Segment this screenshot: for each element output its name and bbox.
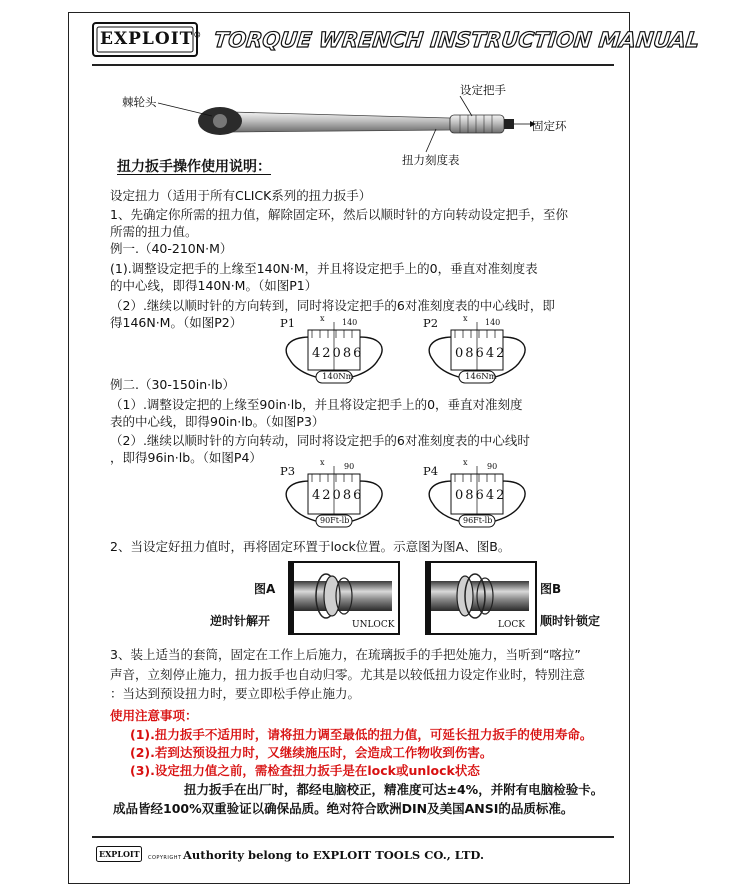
tick-mark-label: x [463,314,468,323]
step3-line: 声音，立刻停止施力，扭力扳手也自动归零。尤其是以较低扭力设定作业时，特别注意 [110,667,586,682]
figure-p3 [282,460,386,530]
intro-line: 的中心线，即得140N·M。（如图P1） [110,278,318,293]
closing-line: 扭力扳手在出厂时，都经电脑校正，精准度可达±4%，并附有电脑检验卡。 [184,782,604,797]
intro-line: 所需的扭力值。 [110,224,198,239]
example2-line: 表的中心线，即得90in·lb。（如图P3） [110,414,325,429]
note-item: (1).扭力扳手不适用时，请将扭力调至最低的扭力值，可延长扭力扳手的使用寿命。 [130,727,593,742]
step3-line: ：当达到预设扭力时，要立即松手停止施力。 [110,686,361,701]
example2-line: （1）.调整设定把的上缘至90in·lb，并且将设定把手上的0，垂直对准刻度 [110,397,523,412]
intro-line: 得146N·M。（如图P2） [110,315,243,330]
step2-line: 2、当设定好扭力值时，再将固定环置于lock位置。示意图为图A、图B。 [110,539,511,554]
scale-digits: 42086 [312,346,364,361]
figure-a-label: 图A [254,582,276,596]
scale-reading: 90Ft-lb [320,516,350,525]
example2-line: ，即得96in·lb。（如图P4） [110,450,262,465]
scale-digits: 08642 [455,488,507,503]
example2-line: 例二.（30-150in·lb） [110,377,236,392]
note-item: (2).若到达预设扭力时，又继续施压时，会造成工作物收到伤害。 [130,745,493,760]
tick-value-label: 140 [485,318,501,327]
scale-reading: 146Nm [465,372,497,382]
note-item: (3).设定扭力值之前，需检查扭力扳手是在lock或unlock状态 [130,763,480,778]
scale-digits: 08642 [455,346,507,361]
intro-line: 1、先确定你所需的扭力值，解除固定环，然后以顺时针的方向转动设定把手，至你 [110,207,568,222]
figure-label: P3 [280,464,296,478]
tick-value-label: 140 [342,318,358,327]
section-heading: 扭力扳手操作使用说明： [117,159,271,175]
intro-line: 例一.（40-210N·M） [110,241,233,256]
example2-line: （2）.继续以顺时针的方向转动，同时将设定把手的6对准刻度表的中心线时 [110,433,530,448]
figure-b-caption: 顺时针锁定 [540,614,601,628]
figure-p4 [425,460,529,530]
lock-image-text: LOCK [498,620,525,630]
scale-reading: 140Nm [322,372,354,382]
manual-title: TORQUE WRENCH INSTRUCTION MANUAL [212,28,701,52]
notes-heading: 使用注意事项： [110,708,198,723]
intro-line: （2）.继续以顺时针的方向转到，同时将设定把手的6对准刻度表的中心线时，即 [110,298,555,313]
footer-divider [92,836,614,838]
footer-authority: Authority belong to EXPLOIT TOOLS CO., LTD. [183,848,484,862]
scale-digits: 42086 [312,488,364,503]
torque-wrench-illustration [120,96,540,156]
figure-p1 [282,316,386,386]
tick-mark-label: x [320,314,325,323]
intro-line: 设定扭力（适用于所有CLICK系列的扭力扳手） [110,188,372,203]
tick-mark-label: x [463,458,468,467]
step3-line: 3、装上适当的套筒，固定在工作上后施力，在琉璃扳手的手把处施力，当听到“喀拉” [110,647,581,662]
header-divider [92,64,614,66]
closing-line: 成品皆经100%双重验证以确保品质。绝对符合欧洲DIN及美国ANSI的品质标准。 [113,801,574,816]
figure-b-label: 图B [540,582,562,596]
callout-ratchet-head: 棘轮头 [122,95,157,109]
figure-label: P1 [280,316,296,330]
figure-p2 [425,316,529,386]
figure-label: P2 [423,316,439,330]
tick-value-label: 90 [344,462,355,471]
tick-value-label: 90 [487,462,498,471]
unlock-image-text: UNLOCK [352,620,395,630]
callout-set-handle: 设定把手 [460,83,506,97]
intro-line: (1).调整设定把手的上缘至140N·M，并且将设定把手上的0，垂直对准刻度表 [110,261,538,276]
footer-copyright-word: COPYRIGHT [148,855,182,861]
tick-mark-label: x [320,458,325,467]
callout-lock-ring: 固定环 [532,119,567,133]
figure-a-caption: 逆时针解开 [210,614,271,628]
figure-label: P4 [423,464,439,478]
logo-text: EXPLOIT® [100,29,203,49]
footer-logo-text: EXPLOIT [99,849,140,859]
scale-reading: 96Ft-lb [463,516,493,525]
callout-torque-scale: 扭力刻度表 [402,153,460,167]
